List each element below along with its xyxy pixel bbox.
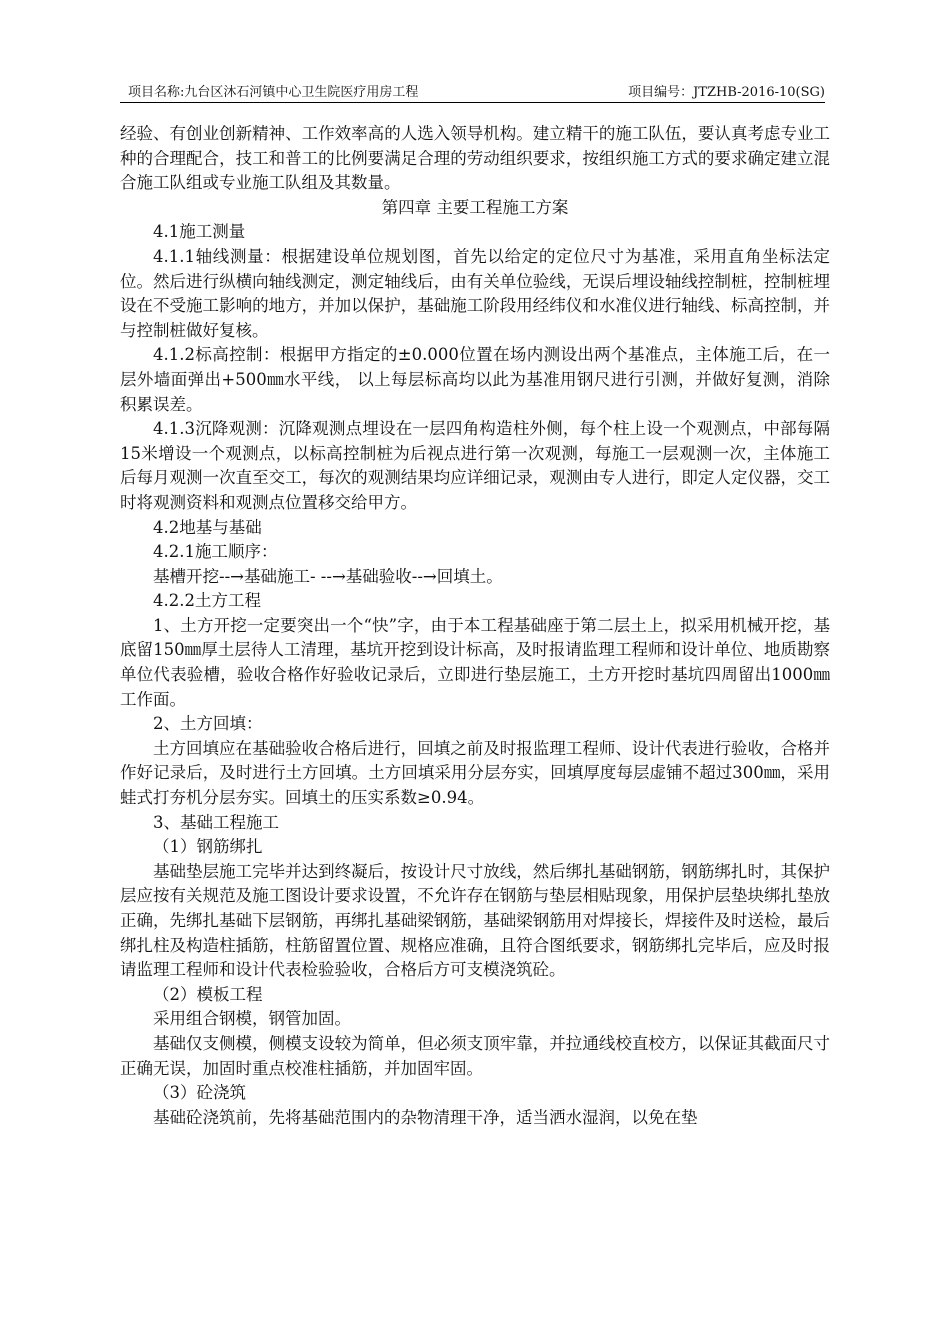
paragraph: 4.1.1轴线测量：根据建设单位规划图，首先以给定的定位尺寸为基准，采用直角坐标法定位。然后进行纵横向轴线测定，测定轴线后，由有关单位验线，无误后埋设轴线控制桩，控制桩埋设在不受施工影响的地方，并加以保护，基础施工阶段用经纬仪和水准仪进行轴线、标高控制，并与控制桩做好复核。: [120, 246, 830, 340]
paragraph: 4.1.2标高控制：根据甲方指定的±0.000位置在场内测设出两个基准点，主体施工后，在一层外墙面弹出+500㎜水平线， 以上每层标高均以此为基准用钢尺进行引测，并做好复测，消除积累误差。: [120, 345, 830, 414]
item-heading: （2）模板工程: [153, 984, 263, 1004]
section-heading: 4.1施工测量: [153, 222, 246, 242]
paragraph: 经验、有创业创新精神、工作效率高的人选入领导机构。建立精干的施工队伍，要认真考虑专业工种的合理配合，技工和普工的比例要满足合理的劳动组织要求，按组织施工方式的要求确定建立混合施工队组或专业施工队组及其数量。: [120, 124, 830, 193]
paragraph: 基础仅支侧模，侧模支设较为简单，但必须支顶牢靠，并拉通线校直校方，以保证其截面尺寸正确无误，加固时重点校准柱插筋，并加固牢固。: [120, 1033, 830, 1078]
paragraph: 基础垫层施工完毕并达到终凝后，按设计尺寸放线，然后绑扎基础钢筋，钢筋绑扎时，其保护层应按有关规范及施工图设计要求设置，不允许存在钢筋与垫层相贴现象，用保护层垫块绑扎垫放正确，先绑扎基础下层钢筋，再绑扎基础梁钢筋，基础梁钢筋用对焊接长，焊接件及时送检，最后绑扎柱及构造柱插筋，柱筋留置位置、规格应准确，且符合图纸要求，钢筋绑扎完毕后，应及时报请监理工程师和设计代表检验验收，合格后方可支模浇筑砼。: [120, 861, 830, 980]
project-name: 项目名称:九台区沐石河镇中心卫生院医疗用房工程: [128, 85, 419, 100]
item-heading: （3）砼浇筑: [153, 1083, 246, 1103]
document-body: [120, 122, 830, 1130]
page-header: [120, 82, 825, 103]
subsection-heading: 4.2.1施工顺序：: [153, 542, 278, 562]
paragraph: 1、土方开挖一定要突出一个“快”字，由于本工程基础座于第二层土上，拟采用机械开挖，基底留150㎜厚土层待人工清理，基坑开挖到设计标高，及时报请监理工程师和设计单位、地质勘察单位代表验槽，验收合格作好验收记录后，立即进行垫层施工，土方开挖时基坑四周留出1000㎜工作面。: [120, 615, 830, 709]
subsection-heading: 4.2.2土方工程: [153, 591, 261, 611]
item-heading: （1）钢筋绑扎: [153, 837, 263, 857]
paragraph: 基础砼浇筑前，先将基础范围内的杂物清理干净，适当洒水湿润，以免在垫: [153, 1107, 698, 1127]
chapter-title: 第四章 主要工程施工方案: [381, 197, 569, 217]
item-heading: 2、土方回填：: [153, 714, 263, 734]
item-heading: 3、基础工程施工: [153, 812, 279, 832]
paragraph: 4.1.3沉降观测：沉降观测点埋设在一层四角构造柱外侧，每个柱上设一个观测点，中部每隔15米增设一个观测点，以标高控制桩为后视点进行第一次观测，每施工一层观测一次，主体施工后每月观测一次直至交工，每次的观测结果均应详细记录，观测由专人进行，即定人定仪器，交工时将观测资料和观测点位置移交给甲方。: [120, 419, 830, 512]
project-number: 项目编号：JTZHB-2016-10(SG): [628, 85, 825, 100]
paragraph: 土方回填应在基础验收合格后进行，回填之前及时报监理工程师、设计代表进行验收，合格并作好记录后，及时进行土方回填。土方回填采用分层夯实，回填厚度每层虚铺不超过300㎜，采用蛙式打夯机分层夯实。回填土的压实系数≥0.94。: [120, 738, 830, 808]
paragraph: 采用组合钢模，钢管加固。: [153, 1009, 351, 1029]
process-flow: 基槽开挖--→基础施工- --→基础验收--→回填土。: [153, 566, 503, 586]
section-heading: 4.2地基与基础: [153, 517, 262, 537]
